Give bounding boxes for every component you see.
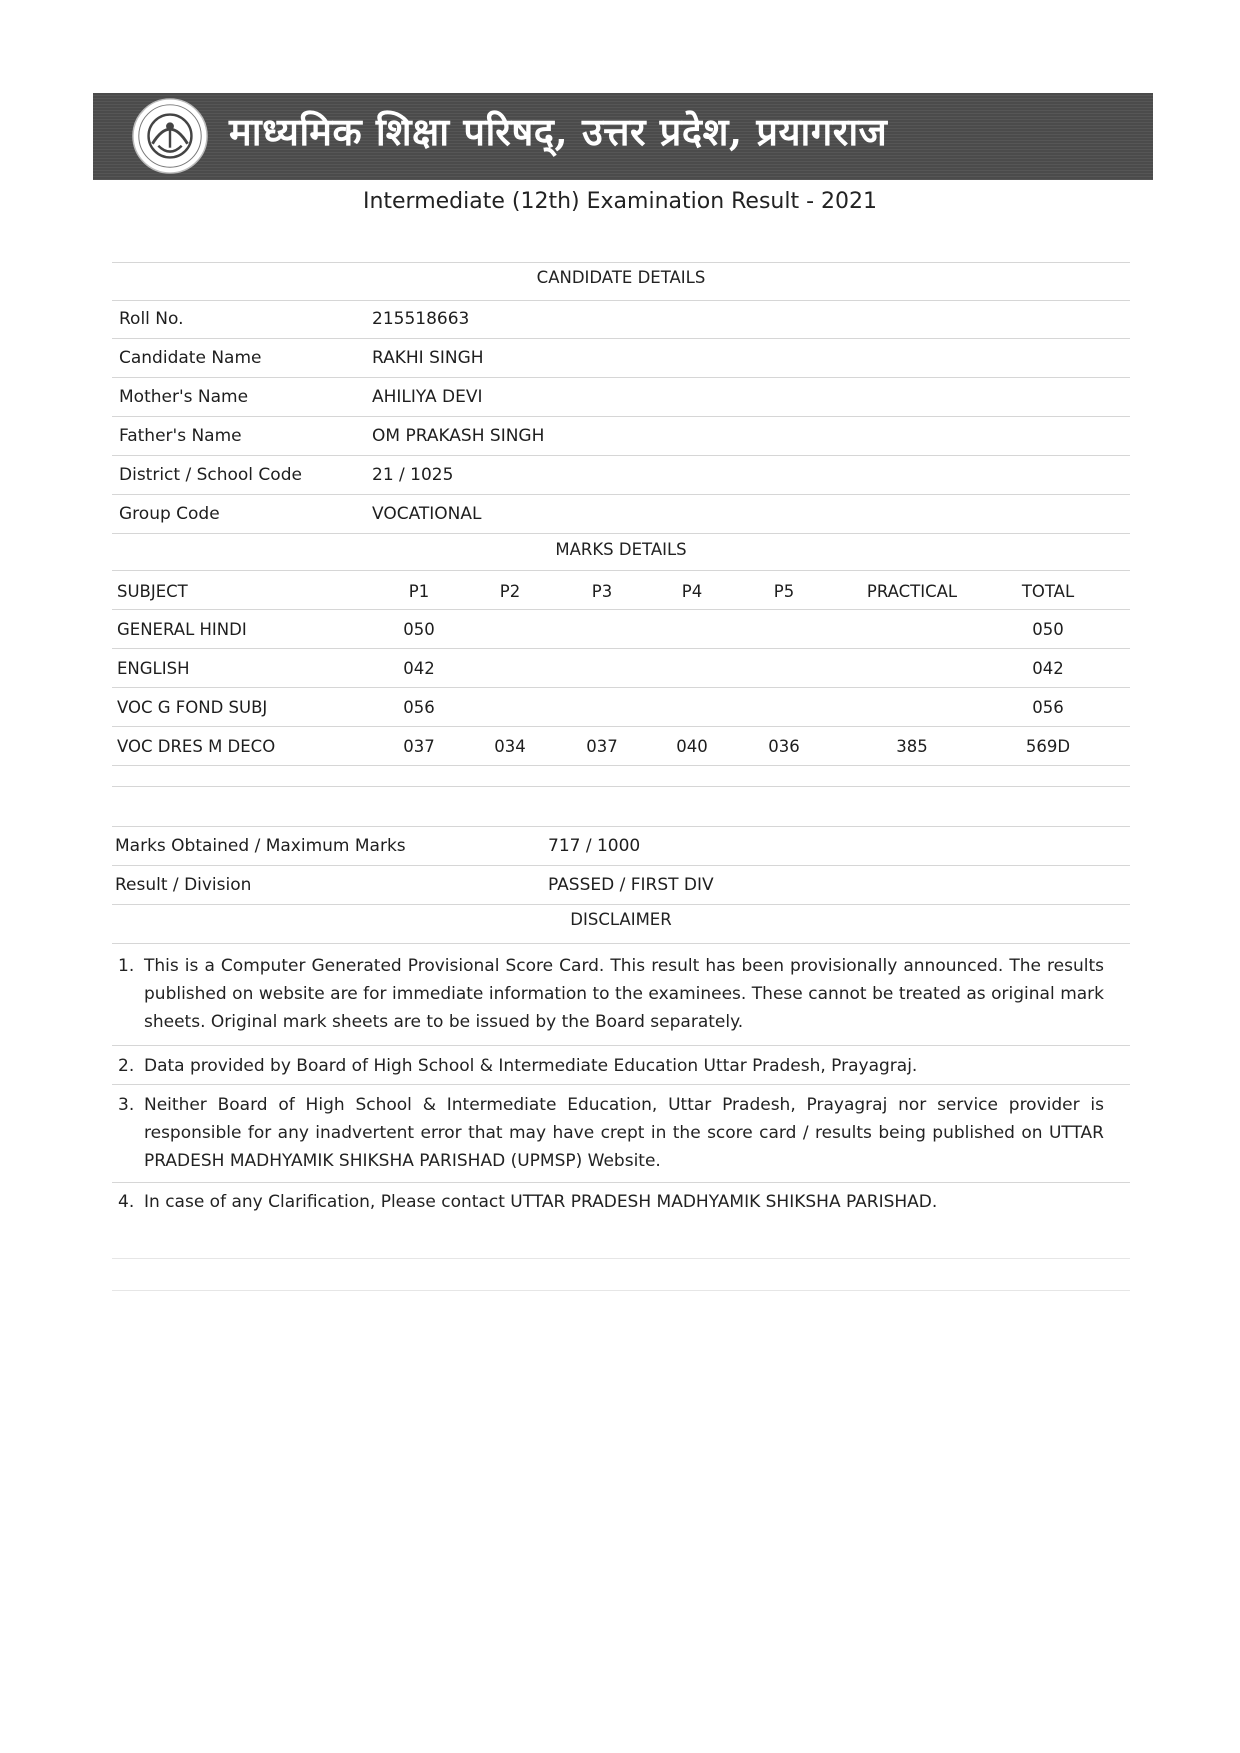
mark-total: 042 bbox=[1032, 659, 1064, 678]
field-value: VOCATIONAL bbox=[372, 504, 482, 524]
field-value: 215518663 bbox=[372, 309, 470, 329]
col-header-subject: SUBJECT bbox=[117, 582, 188, 601]
mark-total: 056 bbox=[1032, 698, 1064, 717]
divider bbox=[112, 1290, 1130, 1291]
mark-p1: 050 bbox=[403, 620, 435, 639]
col-header-p3: P3 bbox=[591, 582, 613, 601]
mark-p2: 034 bbox=[494, 737, 526, 756]
subject-name: GENERAL HINDI bbox=[117, 620, 247, 639]
subject-name: VOC G FOND SUBJ bbox=[117, 698, 268, 717]
field-label: District / School Code bbox=[119, 465, 302, 485]
mark-p4: 040 bbox=[676, 737, 708, 756]
marks-header-row bbox=[112, 572, 1130, 610]
mark-p1: 042 bbox=[403, 659, 435, 678]
divider bbox=[112, 1258, 1130, 1259]
mark-practical: 385 bbox=[896, 737, 928, 756]
divider bbox=[112, 943, 1130, 944]
mark-p1: 056 bbox=[403, 698, 435, 717]
col-header-practical: PRACTICAL bbox=[866, 582, 958, 601]
disclaimer-item bbox=[118, 952, 1104, 1036]
subject-name: VOC DRES M DECO bbox=[117, 737, 276, 756]
field-value: 21 / 1025 bbox=[372, 465, 454, 485]
field-value: AHILIYA DEVI bbox=[372, 387, 483, 407]
candidate-row-group bbox=[112, 495, 1130, 533]
candidate-row-father bbox=[112, 417, 1130, 455]
divider bbox=[112, 1045, 1130, 1046]
disclaimer-number: 2. bbox=[118, 1056, 135, 1076]
col-header-p4: P4 bbox=[681, 582, 703, 601]
col-header-p1: P1 bbox=[408, 582, 430, 601]
disclaimer-text: Neither Board of High School & Intermediate Education, Uttar Pradesh, Prayagraj nor service provider is responsible for any inadvertent error that may have crept in the score card / results being published on UTTAR PRADESH MADHYAMIK SHIKSHA PARISHAD (UPMSP) Website. bbox=[144, 1095, 1104, 1171]
disclaimer-title: DISCLAIMER bbox=[570, 910, 672, 929]
document-title: Intermediate (12th) Examination Result - 2021 bbox=[362, 189, 878, 214]
mark-p1: 037 bbox=[403, 737, 435, 756]
table-row bbox=[112, 610, 1130, 648]
field-label: Father's Name bbox=[119, 426, 242, 446]
summary-row-marks bbox=[112, 827, 1130, 865]
col-header-total: TOTAL bbox=[1021, 582, 1075, 601]
disclaimer-text: This is a Computer Generated Provisional Score Card. This result has been provisionally announced. The results published on website are for immediate information to the examinees. These cannot be treated as original mark sheets. Original mark sheets are to be issued by the Board separately. bbox=[144, 956, 1104, 1032]
col-header-p2: P2 bbox=[499, 582, 521, 601]
divider bbox=[112, 765, 1130, 766]
col-header-p5: P5 bbox=[773, 582, 795, 601]
table-row bbox=[112, 649, 1130, 687]
divider bbox=[112, 533, 1130, 534]
table-row bbox=[112, 688, 1130, 726]
field-label: Group Code bbox=[119, 504, 220, 524]
marks-section-title: MARKS DETAILS bbox=[555, 540, 687, 559]
candidate-row-mother bbox=[112, 378, 1130, 416]
header-banner bbox=[93, 93, 1153, 180]
mark-total: 050 bbox=[1032, 620, 1064, 639]
summary-value: 717 / 1000 bbox=[548, 836, 641, 856]
subject-name: ENGLISH bbox=[117, 659, 190, 678]
disclaimer-item bbox=[118, 1188, 1104, 1216]
mark-total: 569D bbox=[1025, 737, 1071, 756]
field-value: OM PRAKASH SINGH bbox=[372, 426, 545, 446]
field-label: Roll No. bbox=[119, 309, 184, 329]
divider bbox=[112, 1182, 1130, 1183]
disclaimer-item bbox=[118, 1091, 1104, 1175]
divider bbox=[112, 262, 1130, 263]
divider bbox=[112, 786, 1130, 787]
disclaimer-item bbox=[118, 1052, 1104, 1080]
field-value: RAKHI SINGH bbox=[372, 348, 484, 368]
field-label: Mother's Name bbox=[119, 387, 249, 407]
summary-row-result bbox=[112, 866, 1130, 904]
candidate-section-title: CANDIDATE DETAILS bbox=[536, 268, 706, 287]
disclaimer-text: Data provided by Board of High School & Intermediate Education Uttar Pradesh, Prayagraj. bbox=[144, 1056, 918, 1076]
candidate-row-roll bbox=[112, 300, 1130, 338]
divider bbox=[112, 1084, 1130, 1085]
summary-value: PASSED / FIRST DIV bbox=[548, 875, 714, 895]
disclaimer-text: In case of any Clarification, Please contact UTTAR PRADESH MADHYAMIK SHIKSHA PARISHAD. bbox=[144, 1192, 938, 1212]
upmsp-emblem-icon bbox=[131, 97, 209, 175]
mark-p3: 037 bbox=[586, 737, 618, 756]
divider bbox=[112, 570, 1130, 571]
table-row bbox=[112, 727, 1130, 765]
mark-p5: 036 bbox=[768, 737, 800, 756]
field-label: Candidate Name bbox=[119, 348, 262, 368]
board-name-hindi: माध्यमिक शिक्षा परिषद्, उत्तर प्रदेश, प्रयागराज bbox=[229, 109, 888, 154]
disclaimer-number: 3. bbox=[118, 1095, 135, 1115]
summary-label: Result / Division bbox=[115, 875, 252, 895]
disclaimer-number: 1. bbox=[118, 956, 135, 976]
candidate-row-district bbox=[112, 456, 1130, 494]
candidate-row-name bbox=[112, 339, 1130, 377]
summary-label: Marks Obtained / Maximum Marks bbox=[115, 836, 406, 856]
divider bbox=[112, 904, 1130, 905]
disclaimer-number: 4. bbox=[118, 1192, 135, 1212]
